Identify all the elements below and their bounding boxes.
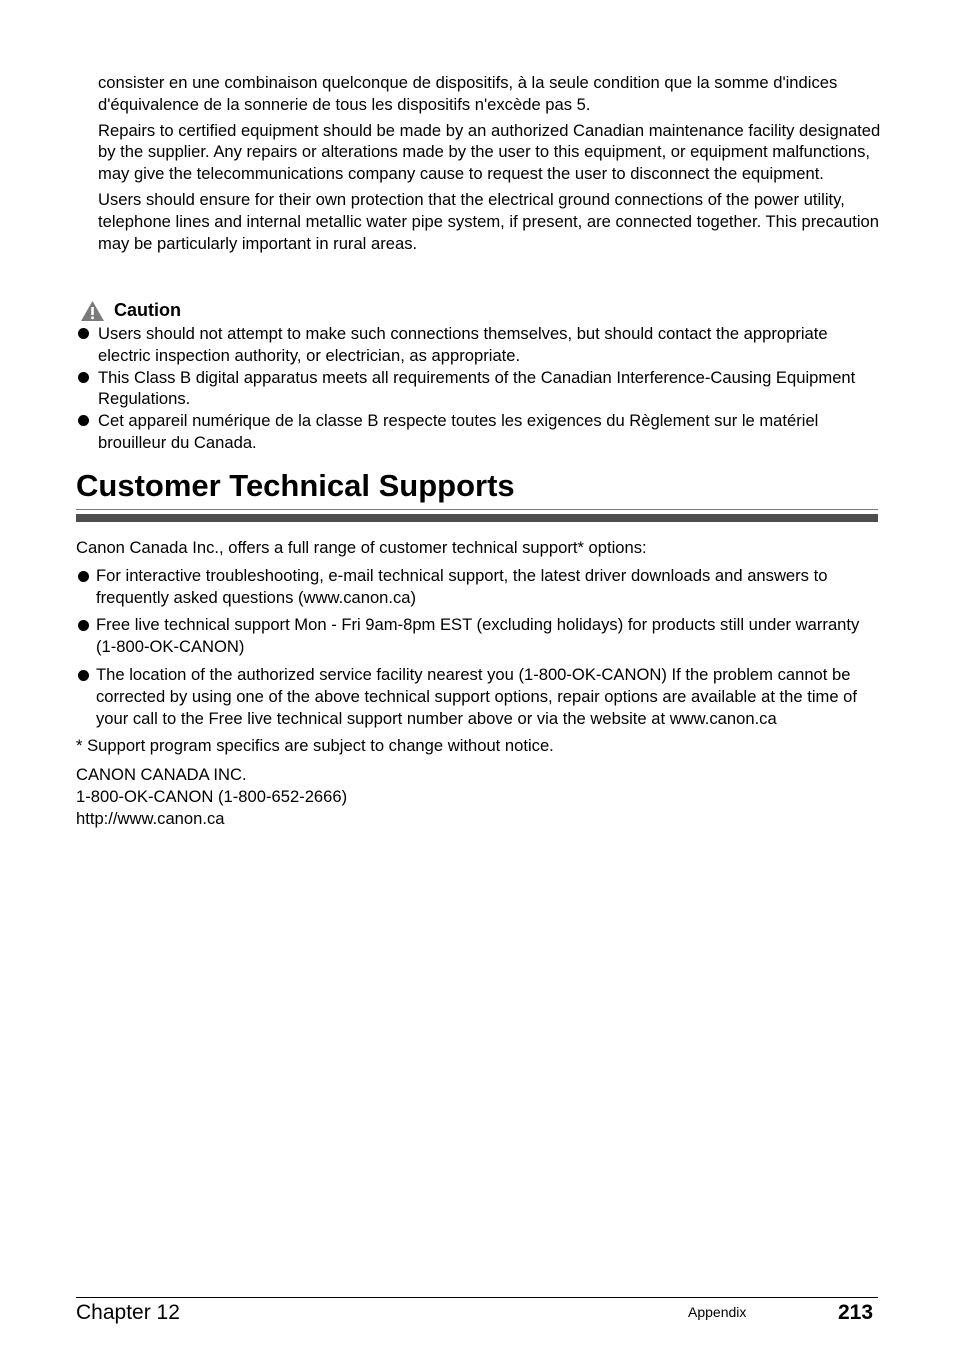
bullet-icon xyxy=(78,328,89,339)
intro-paragraph: Repairs to certified equipment should be made by an authorized Canadian maintenance facility designated by the supplier. Any repairs or alterations made by the user to this equipment, or equipment malfunctions, may give the telecommunications company cause to request the user to disconnect the equipment. xyxy=(98,120,881,184)
support-item: The location of the authorized service facility nearest you (1-800-OK-CANON) If the problem cannot be corrected by using one of the above technical support options, repair options are available at the time of your call to the Free live technical support number above or via the website at www.canon.ca xyxy=(76,664,878,729)
intro-text xyxy=(98,72,888,258)
intro-paragraph: consister en une combinaison quelconque de dispositifs, à la seule condition que la somme d'indices d'équivalence de la sonnerie de tous les dispositifs n'excède pas 5. xyxy=(98,73,838,114)
bullet-icon xyxy=(78,415,89,426)
contact-url: http://www.canon.ca xyxy=(76,808,225,828)
contact-phone: 1-800-OK-CANON (1-800-652-2666) xyxy=(76,786,348,806)
footer-chapter: Chapter 12 xyxy=(76,1301,180,1324)
bullet-icon xyxy=(78,571,89,582)
caution-item: Users should not attempt to make such connections themselves, but should contact the appropriate electric inspection authority, or electrician, as appropriate. xyxy=(76,323,876,367)
caution-item: Cet appareil numérique de la classe B respecte toutes les exigences du Règlement sur le matériel brouilleur du Canada. xyxy=(76,410,876,454)
section-title: Customer Technical Supports xyxy=(76,468,515,503)
caution-list xyxy=(76,323,876,454)
caution-item: This Class B digital apparatus meets all requirements of the Canadian Interference-Causing Equipment Regulations. xyxy=(76,367,876,411)
intro-paragraph: Users should ensure for their own protection that the electrical ground connections of the power utility, telephone lines and internal metallic water pipe system, if present, are connected together. This precaution may be particularly important in rural areas. xyxy=(98,189,879,253)
caution-header xyxy=(80,299,181,323)
caution-title: Caution xyxy=(114,300,181,321)
bullet-icon xyxy=(78,620,89,631)
page-number: 213 xyxy=(838,1301,874,1324)
bullet-icon xyxy=(78,372,89,383)
contact-company: CANON CANADA INC. xyxy=(76,765,247,785)
support-item: For interactive troubleshooting, e-mail technical support, the latest driver downloads and answers to frequently asked questions (www.canon.ca) xyxy=(76,565,878,609)
title-rule-thick xyxy=(76,514,878,522)
support-section xyxy=(76,537,878,830)
footer-section: Appendix xyxy=(688,1304,747,1320)
title-rule-thin xyxy=(76,509,878,510)
support-item: Free live technical support Mon - Fri 9am-8pm EST (excluding holidays) for products still under warranty (1-800-OK-CANON) xyxy=(76,614,878,658)
footnote: * Support program specifics are subject to change without notice. xyxy=(76,736,554,756)
footer-rule xyxy=(76,1297,878,1298)
bullet-icon xyxy=(78,670,89,681)
warning-triangle-icon xyxy=(80,300,105,322)
support-lead: Canon Canada Inc., offers a full range of customer technical support* options: xyxy=(76,538,647,557)
support-list xyxy=(76,565,878,730)
